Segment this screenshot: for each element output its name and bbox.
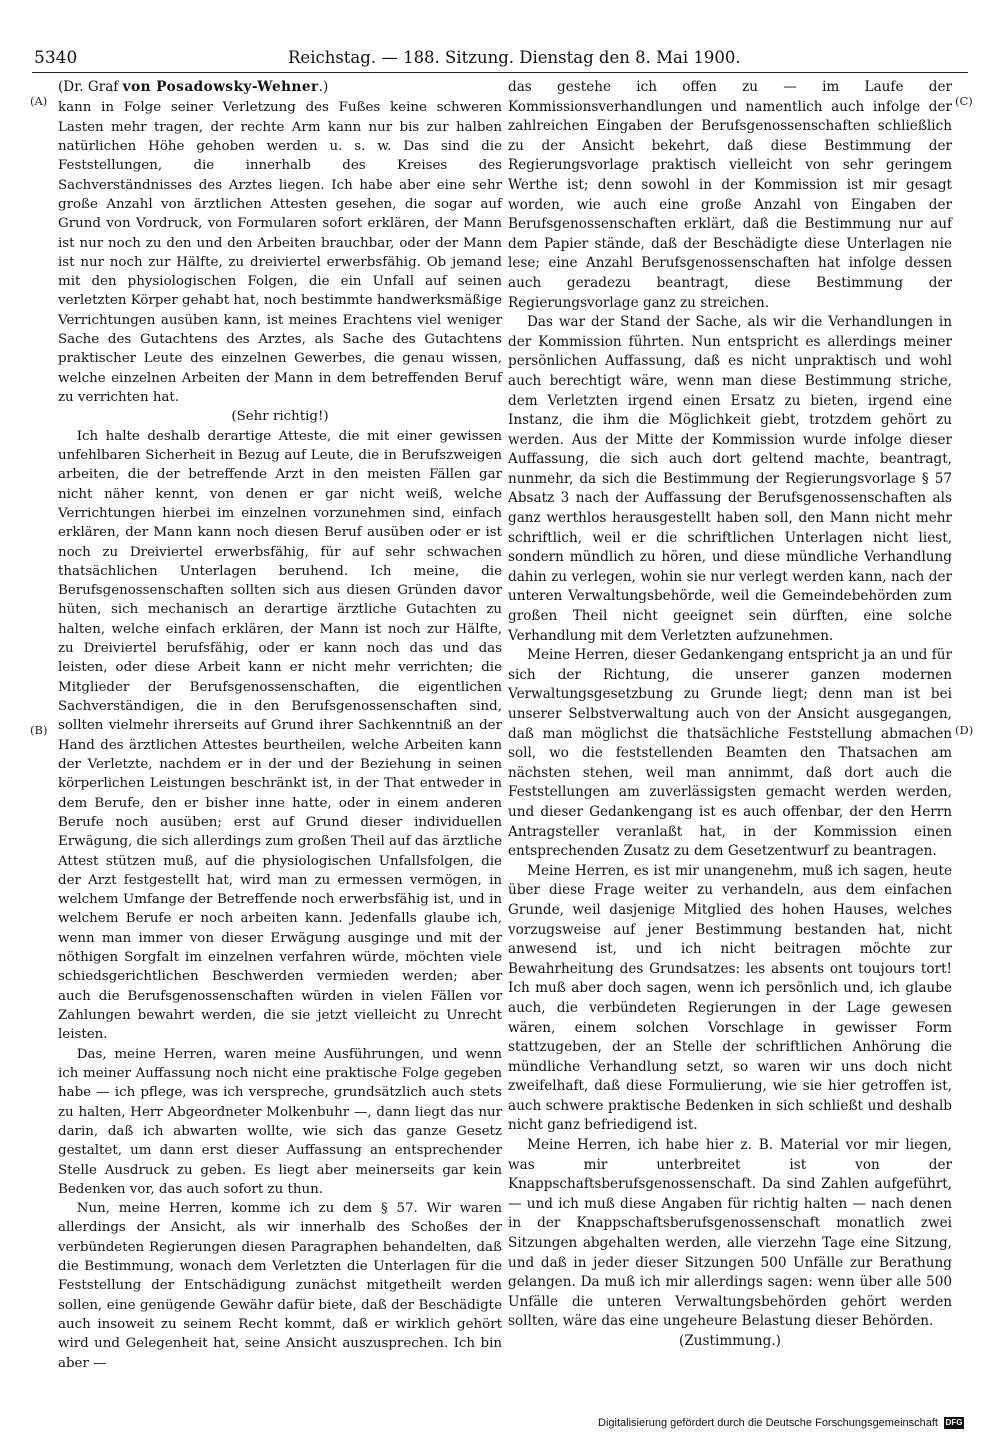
page-number: 5340 — [34, 48, 78, 68]
speaker-suffix: .) — [318, 79, 329, 95]
right-column — [508, 78, 952, 1352]
speaker-prefix: (Dr. Graf — [58, 79, 123, 95]
interjection: (Zustimmung.) — [679, 1333, 781, 1349]
paragraph: kann in Folge seiner Verletzung des Fußes keine schweren Lasten mehr tragen, der rechte Arm kann nur bis zur halben natürlichen Höhe gehoben werden u. s. w. Das sind die Feststellungen, die innerhalb des Kreises des Sachverständnisses des Arztes liegen. Ich habe aber eine sehr große Anzahl von ärztlichen Attesten gesehen, die sogar auf Grund von Vordruck, von Formularen sofort erklären, der Mann ist nur noch zu den und den Arbeiten brauchbar, oder der Mann ist nur noch zur Hälfte, zu dreiviertel erwerbsfähig. Ob jemand mit den physiologischen Folgen, die ein Unfall auf seinen verletzten Körper gehabt hat, noch bestimmte handwerksmäßige Verrichtungen ausüben kann, ist meines Erachtens viel weniger Sache des Gutachtens des Arztes, als Sache des Gutachtens praktischer Leute des einzelnen Gewerbes, die genau wissen, welche einzelnen Arbeiten der Mann in dem betreffenden Beruf zu verrichten hat. — [58, 100, 502, 405]
paragraph: Meine Herren, es ist mir unangenehm, muß ich sagen, heute über diese Frage weiter zu verhandeln, aus dem einfachen Grunde, weil dasjenige Mitglied des hohen Hauses, welches vorzugsweise auf jener Bestimmung bestanden hat, nicht anwesend ist, und ich nicht beitragen möchte zur Bewahrheitung des Grundsatzes: les absents ont toujours tort! Ich muß aber doch sagen, wenn ich persönlich und, ich glaube auch, die verbündeten Regierungen in der Lage gewesen wären, einem solchen Vorschlage in gewisser Form stattzugeben, der an Stelle der schriftlichen Anhörung die mündliche Verhandlung setzt, so waren wir uns doch nicht zweifelhaft, daß diese Formulierung, wie sie hier getroffen ist, auch schwere praktische Bedenken in sich schließt und deshalb nicht ganz befriedigend ist. — [508, 862, 952, 1134]
interjection: (Sehr richtig!) — [231, 409, 329, 425]
running-title: Reichstag. — 188. Sitzung. Dienstag den 8. Mai 1900. — [288, 48, 741, 67]
paragraph: das gestehe ich offen zu — im Laufe der Kommissionsverhandlungen und namentlich auch infolge der zahlreichen Eingaben der Berufsgenossenschaften schließlich zu der Ansicht bekehrt, daß diese Bestimmung der Regierungsvorlage praktisch vielleicht von sehr geringem Werthe ist; denn sowohl in der Kommission ist mir gesagt worden, wie auch eine große Anzahl von Eingaben der Berufsgenossenschaften erklärt, daß die Bestimmung nur auf dem Papier stände, daß der Beschädigte diese Unterlagen nie lese; eine Anzahl Berufsgenossenschaften hat infolge dessen auch geradezu beantragt, diese Bestimmung der Regierungsvorlage ganz zu streichen. — [508, 79, 952, 311]
paragraph: Nun, meine Herren, komme ich zu dem § 57. Wir waren allerdings der Ansicht, als wir innerhalb des Schoßes der verbündeten Regierungen diesen Paragraphen behandelten, daß die Bestimmung, wonach dem Verletzten die Unterlagen für die Feststellung der Entschädigung zunächst mitgetheilt werden sollen, eine genügende Gewähr dafür biete, daß der Beschädigte auch insoweit zu seinem Recht kommt, daß er wirklich gehört wird und Gelegenheit hat, seine Ansicht auszusprechen. Ich bin aber — — [58, 1201, 502, 1371]
dfg-logo: DFG — [945, 1418, 963, 1427]
paragraph: Meine Herren, ich habe hier z. B. Material vor mir liegen, was mir unterbreitet ist von der Knappschaftsberufsgenossenschaft. Da sind Zahlen aufgeführt, — und ich muß diese Angaben für richtig halten — nach denen in der Knappschaftsberufsgenossenschaft monatlich zwei Sitzungen abgehalten werden, alle vierzehn Tage eine Sitzung, und daß in jeder dieser Sitzungen 500 Unfälle zur Berathung gelangen. Da muß ich mir allerdings sagen: wenn über alle 500 Unfälle die unteren Verwaltungsbehörden gehört werden sollten, wäre das eine ungeheure Belastung dieser Behörden. — [508, 1137, 952, 1330]
digitization-footer — [598, 1415, 964, 1431]
left-column — [58, 78, 502, 1373]
margin-signature-b: (B) — [30, 723, 48, 737]
speaker-attribution — [58, 78, 502, 97]
paragraph: Das war der Stand der Sache, als wir die Verhandlungen in der Kommission führten. Nun entspricht es allerdings meiner persönlichen Auffassung, daß es nicht unpraktisch und wohl auch berechtigt wäre, wenn man diese Bestimmung striche, dem Verletzten irgend einen Ersatz zu bieten, irgend eine Instanz, die ihm die Möglichkeit giebt, trotzdem gehört zu werden. Aus der Mitte der Kommission wurde infolge dieser Auffassung, die sich auch dort geltend machte, beantragt, nunmehr, da sich die Bestimmung der Regierungsvorlage § 57 Absatz 3 nach der Auffassung der Berufsgenossenschaften als ganz werthlos herausgestellt haben soll, den Mann nicht mehr schriftlich, weil er die schriftlichen Unterlagen nicht liest, sondern mündlich zu hören, und diese mündliche Verhandlung dahin zu verlegen, wohin sie nur verlegt werden kann, nach der unteren Verwaltungsbehörde, weil die Gemeindebehörden zum großen Theil nicht geeignet sein dürften, eine solche Verhandlung mit dem Verletzten aufzunehmen. — [508, 314, 952, 644]
running-header — [32, 44, 968, 73]
margin-signature-c: (C) — [955, 94, 973, 108]
paragraph: Ich halte deshalb derartige Atteste, die mit einer gewissen unfehlbaren Sicherheit in Bezug auf Leute, die in Berufszweigen arbeiten, die der betreffende Arzt in den meisten Fällen gar nicht näher kennt, von denen er gar nicht weiß, welche Verrichtungen hierbei im einzelnen vorzunehmen sind, einfach erklären, der Mann kann noch diesen Beruf ausüben oder er ist noch zu Dreiviertel erwerbsfähig, für auf sehr schwachen thatsächlichen Unterlagen beruhend. Ich meine, die Berufsgenossenschaften sollten sich aus diesen Gründen davor hüten, sich mechanisch an derartige ärztliche Gutachten zu halten, welche einfach erklären, der Mann ist noch zur Hälfte, zu Dreiviertel berufsfähig, oder er kann noch das und das leisten, oder diese Arbeit kann er nicht mehr verrichten; die Mitglieder der Berufsgenossenschaften, die eigentlichen Sachverständigen, die in den Berufsgenossenschaften sind, sollten vielmehr ihrerseits auf Grund ihrer Sachkenntniß an der Hand des ärztlichen Attestes beurtheilen, welche Arbeiten kann der Verletzte, nachdem er in der und der Beziehung in seinen körperlichen Leistungen beschränkt ist, in der That entweder in dem Berufe, den er bisher inne hatte, oder in einem anderen Berufe noch ausüben; erst auf Grund dieser individuellen Erwägung, die sich allerdings zum großen Theil auf das ärztliche Attest stützen muß, auf die physiologischen Unfallsfolgen, die der Arzt festgestellt hat, wird man zu ermessen vermögen, in welchem Umfange der Betreffende noch erwerbsfähig ist, und in welchem Berufe er noch arbeiten kann. Jedenfalls glaube ich, wenn man immer von dieser Erwägung ausginge und mit der nöthigen Sorgfalt im einzelnen verfahren würde, möchten viele schiedsgerichtlichen Beschwerden vermieden werden; aber auch die Berufsgenossenschaften würden in vielen Fällen vor Zahlungen bewahrt werden, die sie jetzt vielleicht zu Unrecht leisten. — [58, 428, 502, 1043]
paragraph: Das, meine Herren, waren meine Ausführungen, und wenn ich meiner Auffassung noch nicht eine praktische Folge gegeben habe — ich pflege, was ich verspreche, grundsätzlich auch stets zu halten, Herr Abgeordneter Molkenbuhr —, dann liegt das nur darin, daß ich abwarten wollte, wie sich das ganze Gesetz gestaltet, um dann erst dieser Auffassung an entsprechender Stelle Ausdruck zu geben. Es liegt aber meinerseits gar kein Bedenken vor, das auch sofort zu thun. — [58, 1046, 502, 1197]
paragraph: Meine Herren, dieser Gedankengang entspricht ja an und für sich der Richtung, die unserer ganzen modernen Verwaltungsgesetzbung zu Grunde liegt; denn man ist bei unserer Selbstverwaltung auch von der Ansicht ausgegangen, daß man möglichst die thatsächliche Feststellung abmachen soll, wo die feststellenden Beamten den Thatsachen am nächsten stehen, weil man annimmt, daß dort auch die Feststellungen am zuverlässigsten gemacht werden werden, und dieser Gedankengang ist es auch offenbar, der den Herrn Antragsteller veranlaßt hat, in der Kommission einen entsprechenden Zusatz zu dem Gesetzentwurf zu beantragen. — [508, 647, 952, 860]
footer-credit: Digitalisierung gefördert durch die Deutsche Forschungsgemeinschaft — [598, 1417, 938, 1429]
margin-signature-a: (A) — [30, 94, 48, 108]
margin-signature-d: (D) — [955, 723, 974, 737]
speaker-name: von Posadowsky-Wehner — [122, 79, 319, 95]
